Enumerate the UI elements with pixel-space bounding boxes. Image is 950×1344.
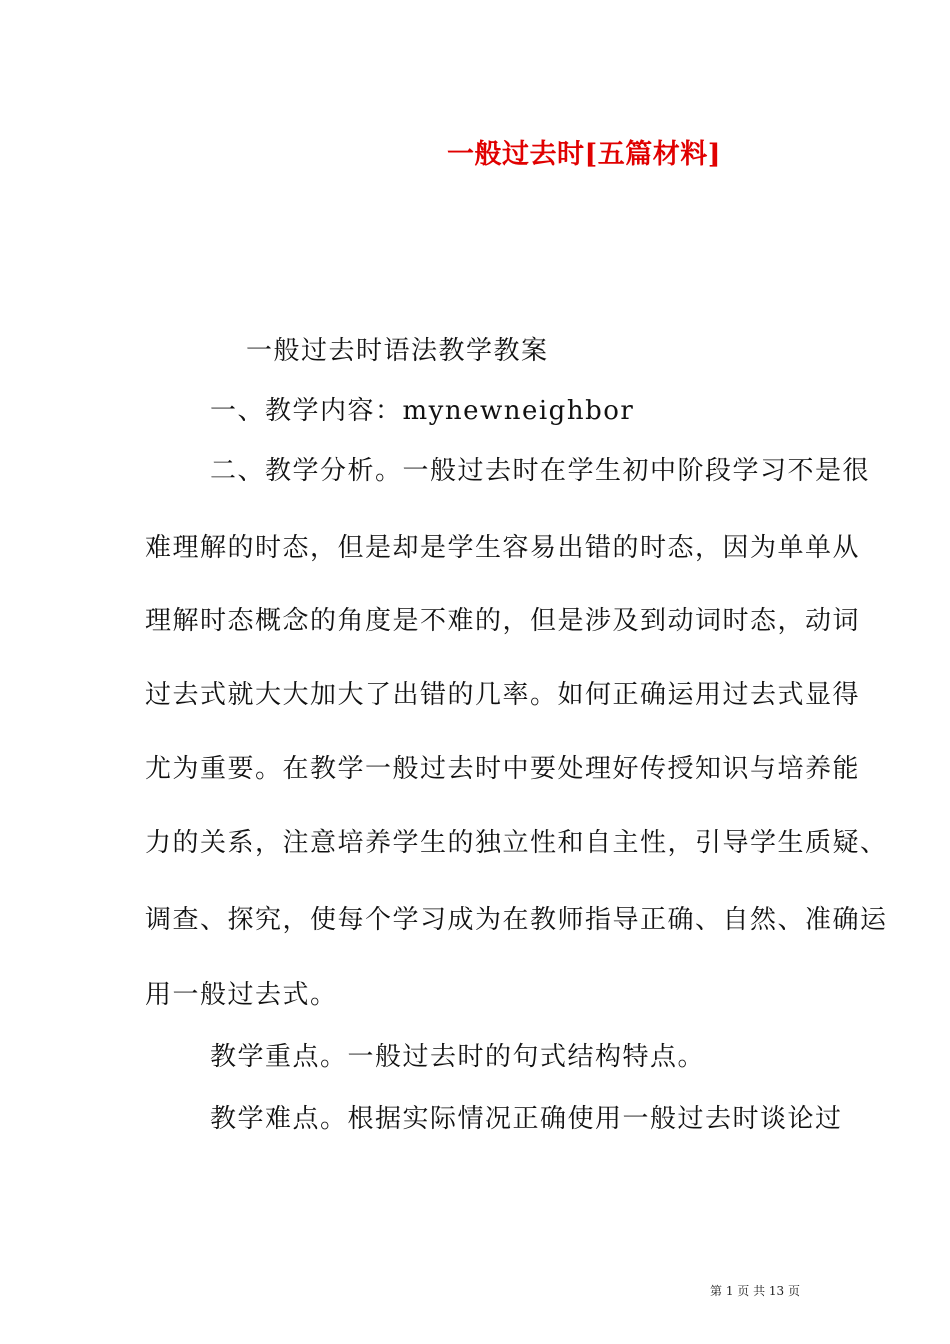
paragraph-line: 理解时态概念的角度是不难的，但是涉及到动词时态，动词 <box>145 606 861 636</box>
paragraph-line: 过去式就大大加大了出错的几率。如何正确运用过去式显得 <box>145 680 861 710</box>
paragraph-line: 难理解的时态，但是却是学生容易出错的时态，因为单单从 <box>145 533 861 563</box>
section-heading: 一般过去时语法教学教案 <box>246 336 549 366</box>
paragraph-line: 调查、探究，使每个学习成为在教师指导正确、自然、准确运 <box>145 905 888 935</box>
document-title: 一般过去时[五篇材料] <box>447 139 722 170</box>
paragraph-line: 力的关系，注意培养学生的独立性和自主性，引导学生质疑、 <box>145 828 888 858</box>
paragraph-line: 一、教学内容：mynewneighbor <box>210 396 635 426</box>
paragraph-line: 用一般过去式。 <box>145 980 338 1010</box>
paragraph-line: 二、教学分析。一般过去时在学生初中阶段学习不是很 <box>210 456 871 486</box>
paragraph-line: 教学重点。一般过去时的句式结构特点。 <box>210 1042 706 1072</box>
paragraph-line: 尤为重要。在教学一般过去时中要处理好传授知识与培养能 <box>145 754 861 784</box>
paragraph-line: 教学难点。根据实际情况正确使用一般过去时谈论过 <box>210 1104 843 1134</box>
page-footer: 第 1 页 共 13 页 <box>710 1284 800 1298</box>
